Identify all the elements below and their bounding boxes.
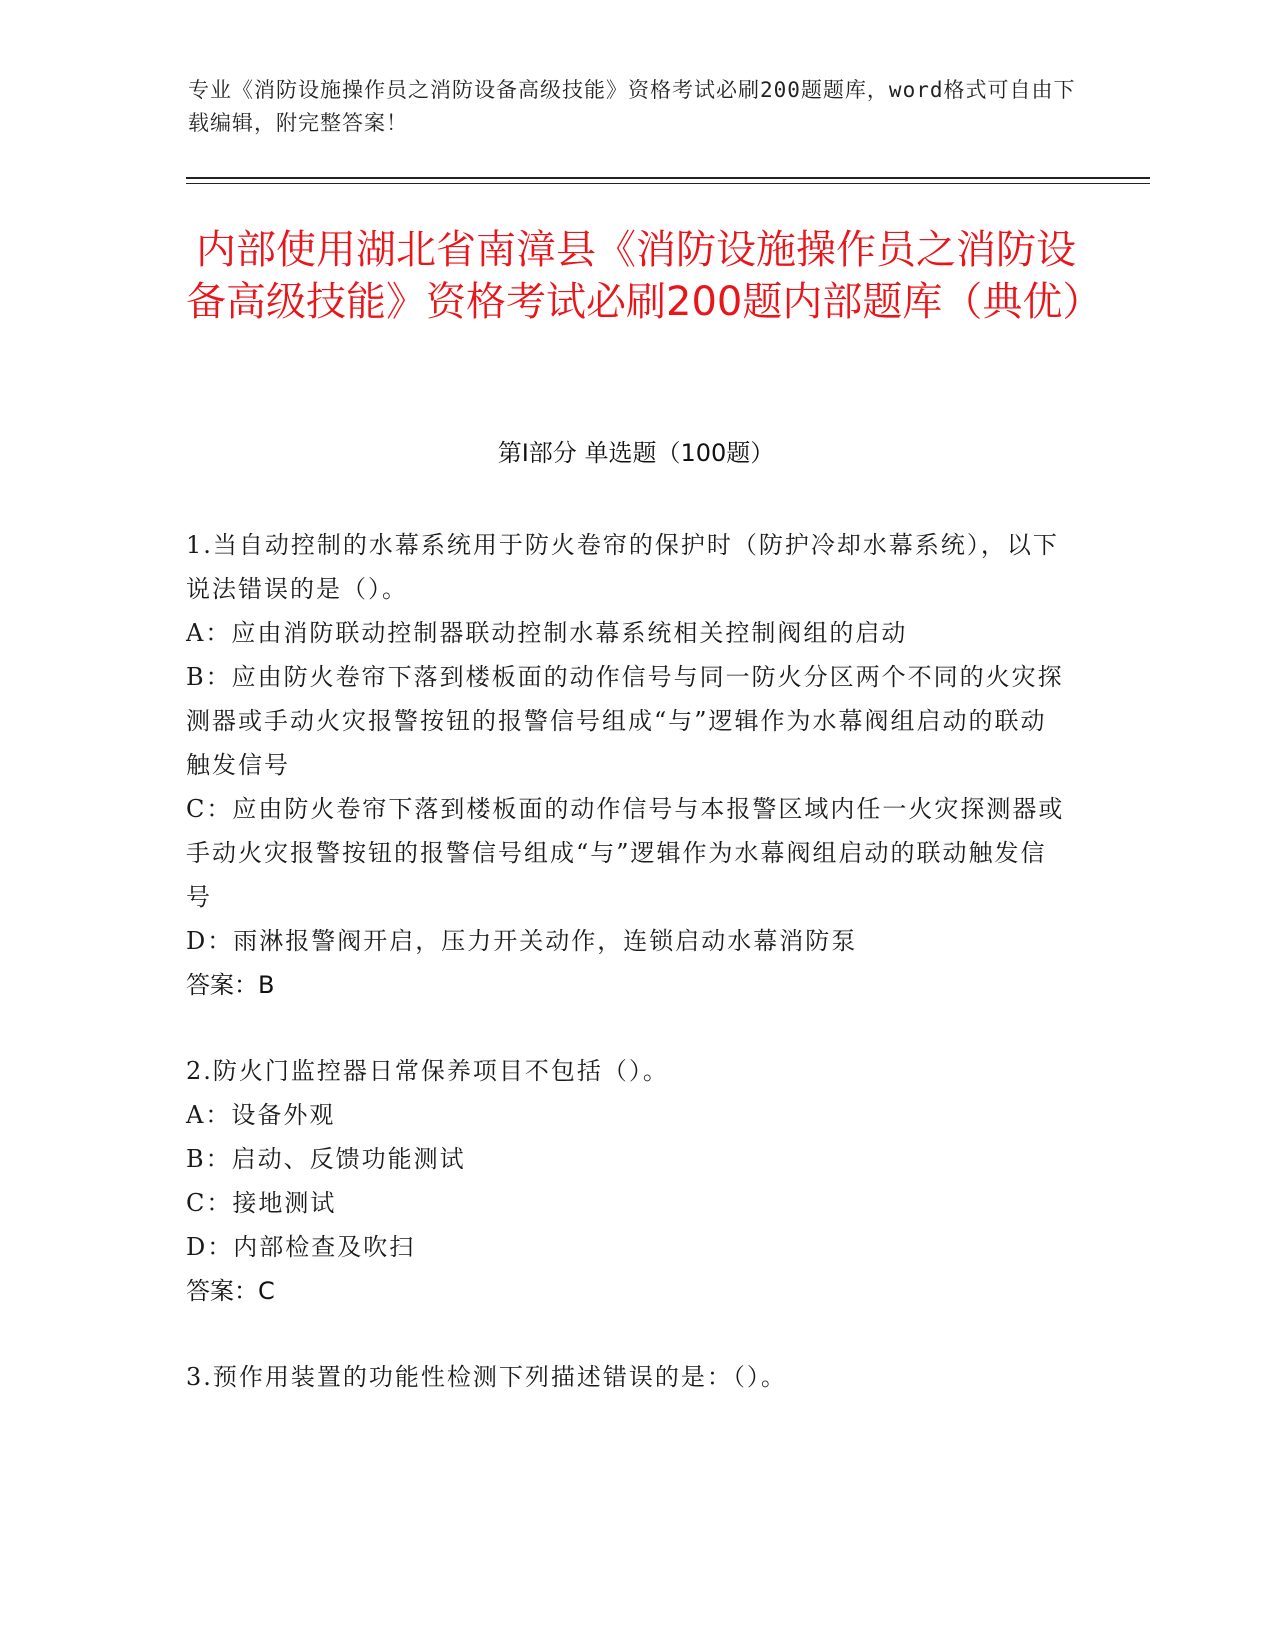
option-c: C：应由防火卷帘下落到楼板面的动作信号与本报警区域内任一火灾探测器或手动火灾报警按钮的报警信号组成“与”逻辑作为水幕阀组启动的联动触发信号 (186, 795, 1065, 911)
answer-line: 答案：C (186, 1277, 275, 1305)
answer-line: 答案：B (186, 971, 275, 999)
option-d: D：内部检查及吹扫 (186, 1233, 416, 1261)
option-d: D：雨淋报警阀开启，压力开关动作，连锁启动水幕消防泵 (186, 927, 858, 955)
header-rule-thick (186, 177, 1150, 179)
option-b: B：启动、反馈功能测试 (186, 1145, 466, 1173)
header-rule-thin (186, 183, 1150, 184)
question-list (186, 523, 1066, 1441)
option-c: C：接地测试 (186, 1189, 337, 1217)
header-note: 专业《消防设施操作员之消防设备高级技能》资格考试必刷200题题库，word格式可自由下载编辑，附完整答案！ (188, 78, 1076, 135)
question-stem: 1.当自动控制的水幕系统用于防火卷帘的保护时（防护冷却水幕系统），以下说法错误的是（）。 (186, 531, 1059, 603)
question-stem: 3.预作用装置的功能性检测下列描述错误的是：（）。 (186, 1363, 787, 1391)
document-title: 内部使用湖北省南漳县《消防设施操作员之消防设备高级技能》资格考试必刷200题内部题库（典优） (186, 227, 1103, 325)
option-a: A：设备外观 (186, 1101, 336, 1129)
question-2 (186, 1049, 1066, 1313)
question-stem: 2.防火门监控器日常保养项目不包括（）。 (186, 1057, 669, 1085)
section-title: 第Ⅰ部分 单选题（100题） (497, 439, 775, 467)
option-a: A：应由消防联动控制器联动控制水幕系统相关控制阀组的启动 (186, 619, 908, 647)
question-1 (186, 523, 1066, 1007)
question-3 (186, 1355, 1066, 1399)
option-b: B：应由防火卷帘下落到楼板面的动作信号与同一防火分区两个不同的火灾探测器或手动火灾报警按钮的报警信号组成“与”逻辑作为水幕阀组启动的联动触发信号 (186, 663, 1064, 779)
